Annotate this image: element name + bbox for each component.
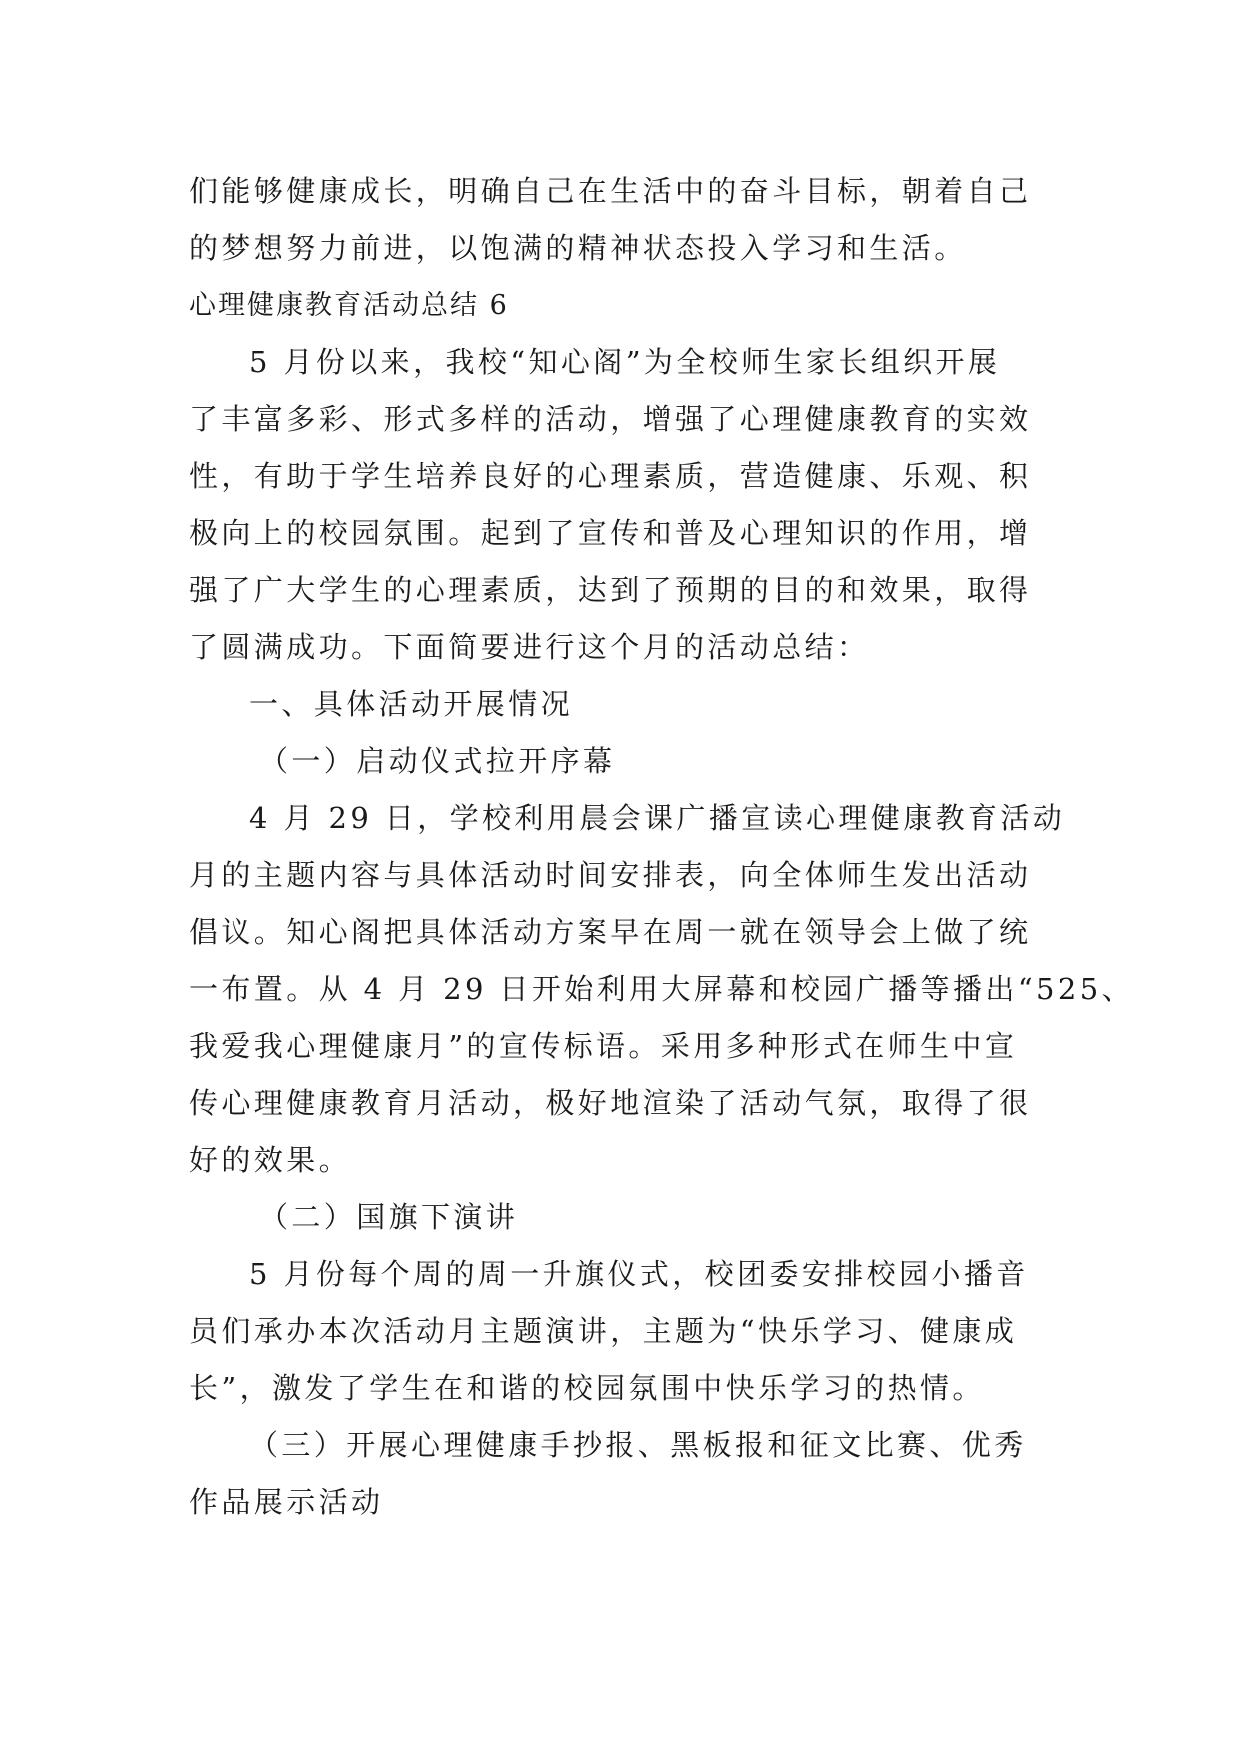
paragraph-line: 月的主题内容与具体活动时间安排表，向全体师生发出活动 — [189, 858, 1032, 892]
paragraph-line: 5 月份每个周的周一升旗仪式，校团委安排校园小播音 — [249, 1257, 1029, 1291]
paragraph-line: 了丰富多彩、形式多样的活动，增强了心理健康教育的实效 — [189, 402, 1032, 436]
heading-level-2: （二）国旗下演讲 — [259, 1200, 519, 1234]
document-body — [189, 163, 1135, 1531]
paragraph-line: 强了广大学生的心理素质，达到了预期的目的和效果，取得 — [189, 573, 1032, 607]
paragraph-line: 好的效果。 — [189, 1143, 352, 1177]
paragraph-line: 传心理健康教育月活动，极好地渲染了活动气氛，取得了很 — [189, 1086, 1032, 1120]
paragraph-line: 我爱我心理健康月”的宣传标语。采用多种形式在师生中宣 — [189, 1029, 1018, 1063]
heading-level-2: （三）开展心理健康手抄报、黑板报和征文比赛、优秀 — [249, 1428, 1027, 1462]
paragraph-line: 员们承办本次活动月主题演讲，主题为“快乐学习、健康成 — [189, 1314, 1018, 1348]
paragraph-line: 倡议。知心阁把具体活动方案早在周一就在领导会上做了统 — [189, 915, 1032, 949]
heading-level-2: （一）启动仪式拉开序幕 — [259, 744, 616, 778]
paragraph-line: 作品展示活动 — [189, 1485, 384, 1519]
paragraph-line: 长”，激发了学生在和谐的校园氛围中快乐学习的热情。 — [189, 1371, 985, 1405]
paragraph-line: 5 月份以来，我校“知心阁”为全校师生家长组织开展 — [249, 345, 1001, 379]
section-title: 心理健康教育活动总结 6 — [189, 290, 509, 321]
paragraph-line: 一布置。从 4 月 29 日开始利用大屏幕和校园广播等播出“525、 — [189, 972, 1135, 1006]
paragraph-line: 性，有助于学生培养良好的心理素质，营造健康、乐观、积 — [189, 459, 1032, 493]
heading-level-1: 一、具体活动开展情况 — [249, 687, 574, 721]
paragraph-line: 的梦想努力前进，以饱满的精神状态投入学习和生活。 — [189, 231, 967, 265]
paragraph-line: 了圆满成功。下面简要进行这个月的活动总结： — [189, 630, 870, 664]
paragraph-line: 4 月 29 日，学校利用晨会课广播宣读心理健康教育活动 — [249, 801, 1066, 835]
paragraph-line: 们能够健康成长，明确自己在生活中的奋斗目标，朝着自己 — [189, 174, 1032, 208]
paragraph-line: 极向上的校园氛围。起到了宣传和普及心理知识的作用，增 — [189, 516, 1032, 550]
